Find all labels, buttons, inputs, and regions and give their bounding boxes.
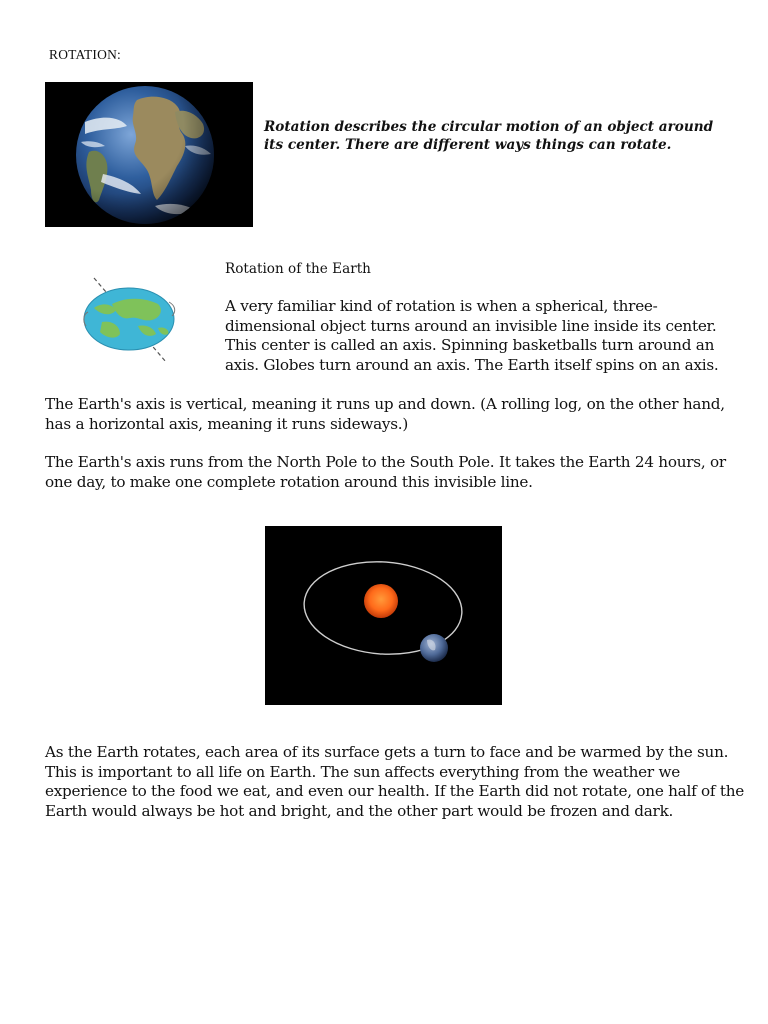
intro-text: Rotation describes the circular motion of an object around its center. There are different ways things can rotate. <box>264 119 714 153</box>
earth-orbit-sun-image <box>265 526 502 705</box>
page-heading: ROTATION: <box>49 47 121 62</box>
paragraph-axis-intro: A very familiar kind of rotation is when a spherical, three-dimensional object turns around an invisible line inside its center. This center is called an axis. Spinning basketballs turn around an axis. Globes turn around an axis. The Earth itself spins on an axis. <box>225 297 719 374</box>
paragraph-sun-warming: As the Earth rotates, each area of its surface gets a turn to face and be warmed by the sun. This is important to all life on Earth. The sun affects everything from the weather we experience to the food we eat, and even our health. If the Earth did not rotate, one half of the Earth would always be hot and bright, and the other part would be frozen and dark. <box>45 743 745 820</box>
paragraph-poles: The Earth's axis runs from the North Pole to the South Pole. It takes the Earth 24 hours, or one day, to make one complete rotation around this invisible line. <box>45 453 726 491</box>
spinning-globe-icon <box>72 272 184 364</box>
section-title: Rotation of the Earth <box>225 261 371 277</box>
earth-photo <box>45 82 253 227</box>
orbit-diagram <box>265 526 502 705</box>
globe-clipart <box>72 272 184 364</box>
paragraph-vertical-axis: The Earth's axis is vertical, meaning it runs up and down. (A rolling log, on the other hand, has a horizontal axis, meaning it runs sideways.) <box>45 395 725 433</box>
earth-globe-image <box>45 82 253 227</box>
